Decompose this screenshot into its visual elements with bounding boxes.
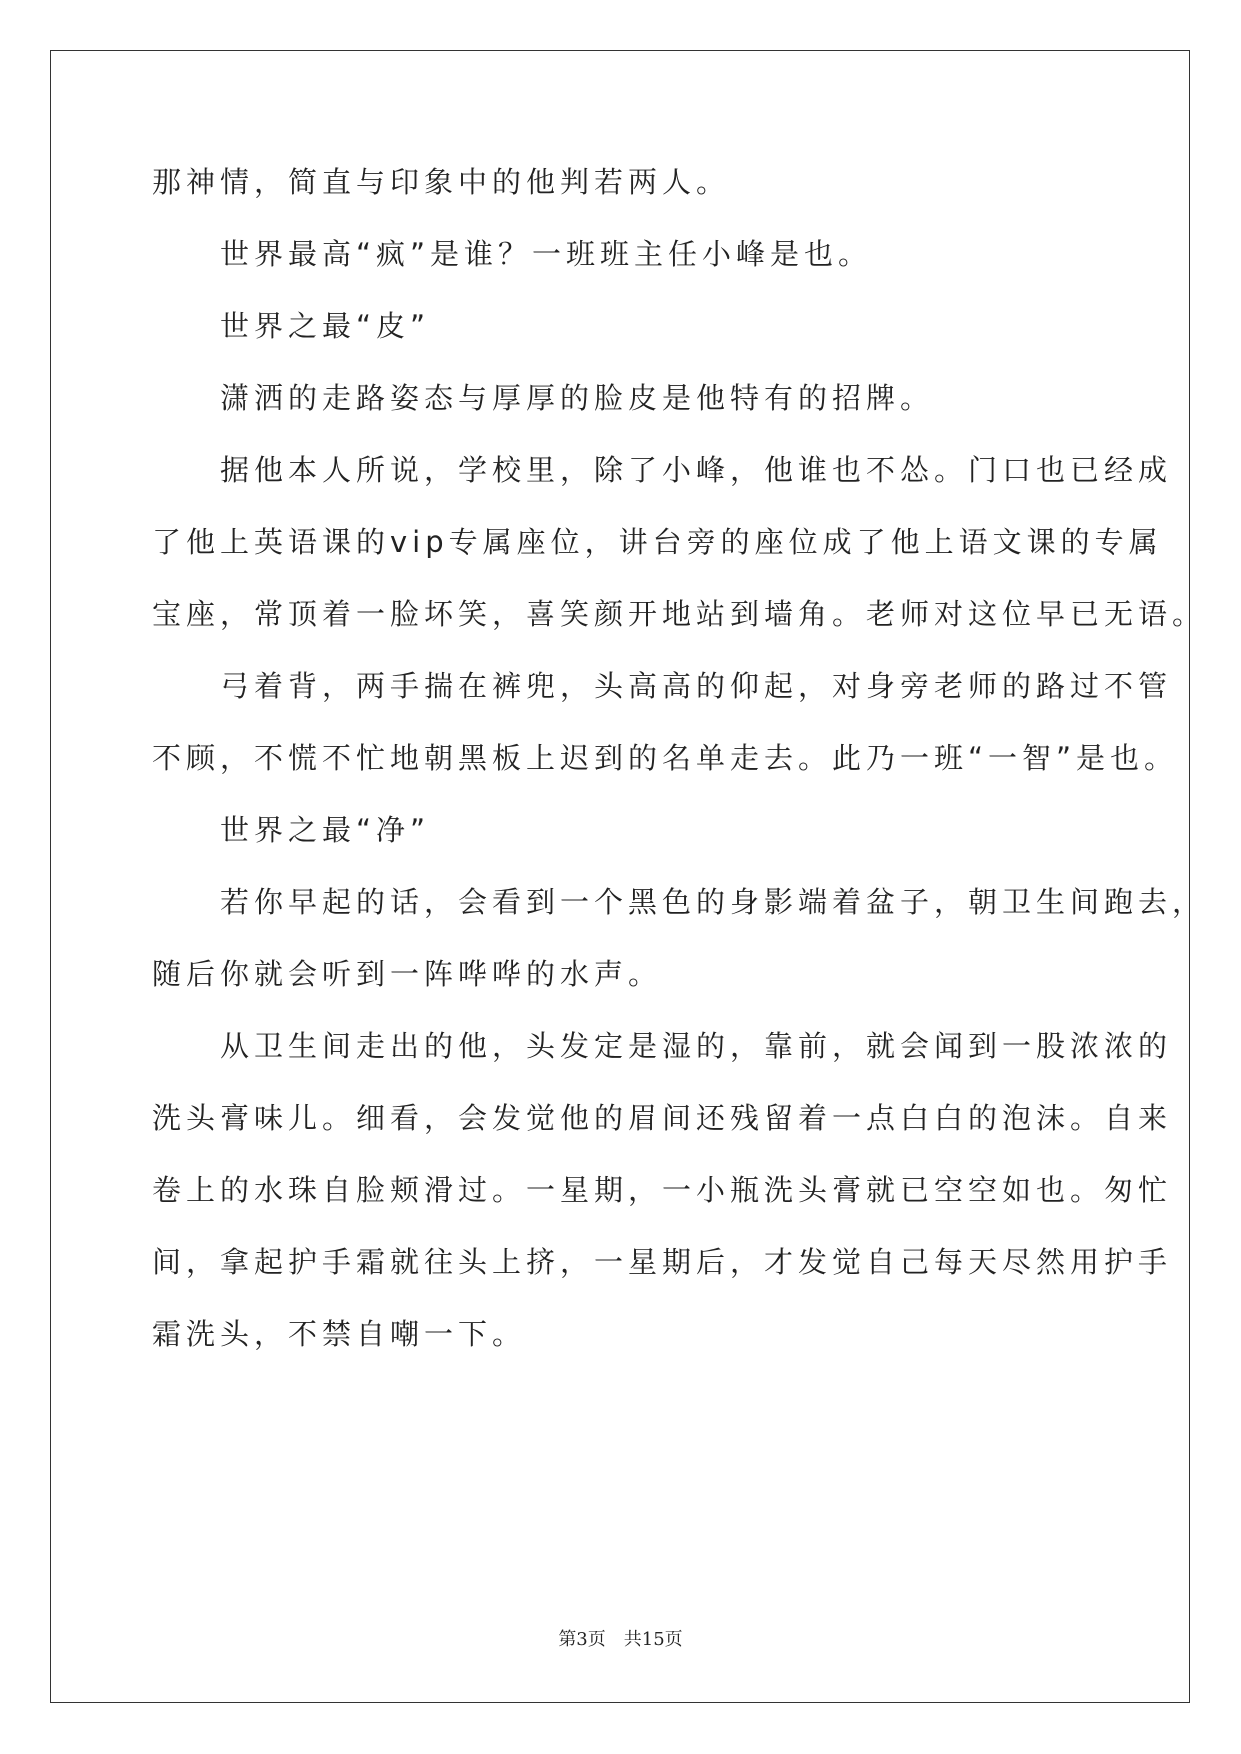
text-line: 那神情，简直与印象中的他判若两人。 xyxy=(152,165,731,199)
text-line: 了他上英语课的vip专属座位，讲台旁的座位成了他上语文课的专属 xyxy=(152,525,1163,559)
text-line: 世界之最“皮” xyxy=(152,309,431,343)
text-line: 世界之最“净” xyxy=(152,813,431,847)
text-line: 不顾，不慌不忙地朝黑板上迟到的名单走去。此乃一班“一智”是也。 xyxy=(152,741,1179,775)
text-line: 世界最高“疯”是谁？一班班主任小峰是也。 xyxy=(152,237,873,271)
text-line: 宝座，常顶着一脸坏笑，喜笑颜开地站到墙角。老师对这位早已无语。 xyxy=(152,597,1207,631)
text-line: 弓着背，两手揣在裤兜，头高高的仰起，对身旁老师的路过不管 xyxy=(152,669,1173,703)
page-total: 共15页 xyxy=(623,1629,683,1650)
text-line: 洗头膏味儿。细看，会发觉他的眉间还残留着一点白白的泡沫。自来 xyxy=(152,1101,1173,1135)
text-line: 若你早起的话，会看到一个黑色的身影端着盆子，朝卫生间跑去， xyxy=(152,885,1207,919)
text-line: 间，拿起护手霜就往头上挤，一星期后，才发觉自己每天尽然用护手 xyxy=(152,1245,1173,1279)
text-line: 潇洒的走路姿态与厚厚的脸皮是他特有的招牌。 xyxy=(152,381,935,415)
text-line: 从卫生间走出的他，头发定是湿的，靠前，就会闻到一股浓浓的 xyxy=(152,1029,1173,1063)
text-line: 卷上的水珠自脸颊滑过。一星期，一小瓶洗头膏就已空空如也。匆忙 xyxy=(152,1173,1173,1207)
text-line: 随后你就会听到一阵哗哗的水声。 xyxy=(152,957,663,991)
text-line: 霜洗头，不禁自嘲一下。 xyxy=(152,1317,527,1351)
page-footer xyxy=(0,1625,1241,1651)
page-number: 第3页 xyxy=(558,1629,606,1650)
text-line: 据他本人所说，学校里，除了小峰，他谁也不怂。门口也已经成 xyxy=(152,453,1173,487)
page-border xyxy=(50,50,1190,1703)
